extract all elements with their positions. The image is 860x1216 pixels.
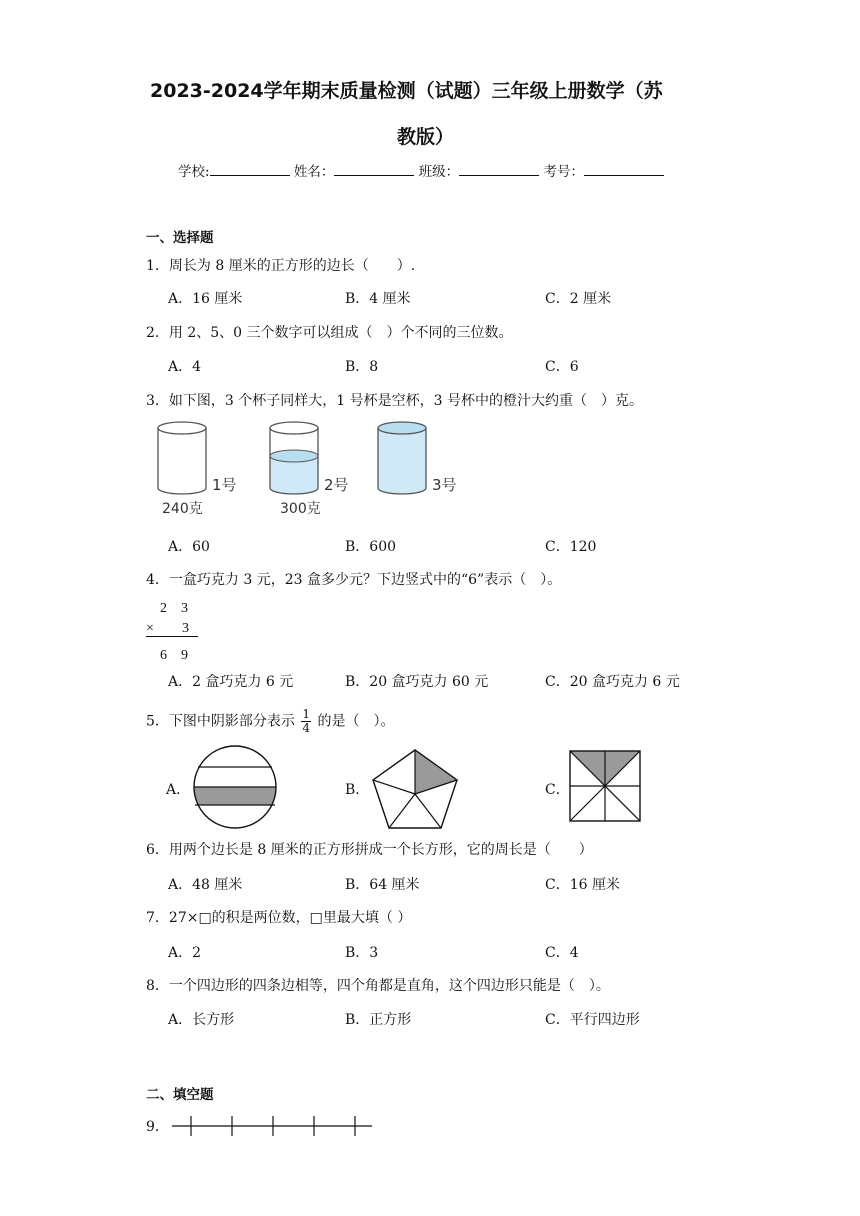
square-figure[interactable] (569, 750, 641, 822)
pentagon-figure[interactable] (367, 744, 463, 830)
q1-option-c[interactable]: C．2 厘米 (545, 291, 612, 307)
q4-option-a[interactable]: A．2 盒巧克力 6 元 (168, 674, 294, 690)
circle-figure[interactable] (192, 744, 278, 830)
cup-2-weight: 300克 (280, 501, 321, 517)
calc-row1: 2 3 (160, 601, 188, 616)
question-1-stem: 1．周长为 8 厘米的正方形的边长（ ）. (146, 258, 416, 274)
section-heading-choice: 一、选择题 (146, 230, 214, 246)
q3-option-c[interactable]: C．120 (545, 539, 597, 555)
page-title-line1: 2023-2024学年期末质量检测（试题）三年级上册数学（苏 (150, 80, 663, 102)
fraction-denominator: 4 (302, 721, 311, 735)
q8-option-c[interactable]: C．平行四边形 (545, 1012, 640, 1028)
question-3-stem: 3．如下图，3 个杯子同样大，1 号杯是空杯，3 号杯中的橙汁大约重（ ）克。 (146, 393, 643, 409)
q2-option-b[interactable]: B．8 (345, 359, 379, 375)
cup-1-weight: 240克 (162, 501, 203, 517)
calc-line (146, 636, 198, 637)
school-label: 学校: (178, 164, 210, 180)
cup-1 (158, 422, 206, 494)
exam-number-label: 考号： (543, 164, 584, 180)
calc-operator: × (146, 621, 154, 636)
q5-stem-after: 的是（ ）。 (317, 713, 395, 730)
calc-result: 6 9 (160, 648, 188, 663)
exam-number-blank[interactable] (584, 163, 664, 176)
name-blank[interactable] (334, 163, 414, 176)
cup-2-tag: 2号 (324, 476, 349, 494)
q7-option-c[interactable]: C．4 (545, 945, 579, 961)
q5-stem-before: 5．下图中阴影部分表示 (146, 713, 295, 730)
class-blank[interactable] (459, 163, 539, 176)
q6-option-c[interactable]: C．16 厘米 (545, 877, 620, 893)
q7-option-a[interactable]: A．2 (168, 945, 202, 961)
question-8-stem: 8．一个四边形的四条边相等，四个角都是直角，这个四边形只能是（ ）。 (146, 978, 610, 994)
class-label: 班级： (418, 164, 460, 180)
cup-3 (378, 422, 426, 494)
question-7-stem: 7．27×□的积是两位数，□里最大填（ ） (146, 910, 412, 926)
calc-row2: 3 (182, 621, 189, 636)
q2-option-a[interactable]: A．4 (168, 359, 202, 375)
q5-option-c-label[interactable]: C． (545, 782, 570, 798)
page-title-line2: 教版） (397, 126, 455, 148)
name-label: 姓名： (293, 164, 335, 180)
cup-3-tag: 3号 (432, 476, 457, 494)
q8-option-b[interactable]: B．正方形 (345, 1012, 412, 1028)
q6-option-b[interactable]: B．64 厘米 (345, 877, 420, 893)
q6-option-a[interactable]: A．48 厘米 (168, 877, 243, 893)
q4-option-c[interactable]: C．20 盒巧克力 6 元 (545, 674, 680, 690)
q2-option-c[interactable]: C．6 (545, 359, 579, 375)
q1-option-b[interactable]: B．4 厘米 (345, 291, 411, 307)
q5-option-b-label[interactable]: B． (345, 782, 370, 798)
cups-figure (150, 416, 470, 520)
q7-option-b[interactable]: B．3 (345, 945, 379, 961)
q5-fraction (301, 708, 311, 735)
question-9-number: 9． (146, 1119, 169, 1135)
question-6-stem: 6．用两个边长是 8 厘米的正方形拼成一个长方形，它的周长是（ ） (146, 842, 593, 858)
student-info-row (178, 160, 664, 180)
q1-option-a[interactable]: A．16 厘米 (168, 291, 243, 307)
q4-option-b[interactable]: B．20 盒巧克力 60 元 (345, 674, 489, 690)
q8-option-a[interactable]: A．长方形 (168, 1012, 235, 1028)
q3-option-b[interactable]: B．600 (345, 539, 397, 555)
q5-option-a-label[interactable]: A． (166, 782, 191, 798)
school-blank[interactable] (210, 163, 290, 176)
section-heading-fill: 二、填空题 (146, 1087, 214, 1103)
q3-option-a[interactable]: A．60 (168, 539, 210, 555)
question-5-stem (146, 708, 394, 735)
fraction-numerator: 1 (302, 707, 311, 721)
number-line (170, 1113, 376, 1139)
cup-2 (270, 422, 318, 494)
question-2-stem: 2．用 2、5、0 三个数字可以组成（ ）个不同的三位数。 (146, 325, 513, 341)
question-4-stem: 4．一盒巧克力 3 元，23 盒多少元？下边竖式中的“6”表示（ ）。 (146, 572, 562, 588)
cup-1-tag: 1号 (212, 476, 237, 494)
